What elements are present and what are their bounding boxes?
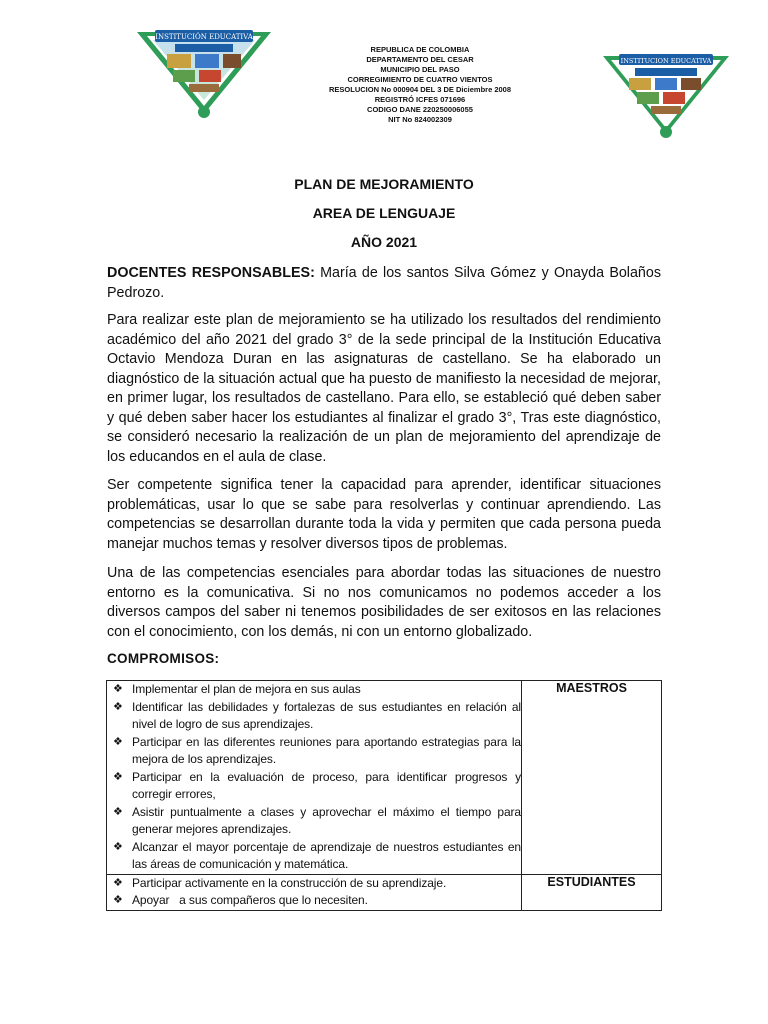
body-paragraph: Una de las competencias esenciales para abordar todas las situaciones de nuestro entorno es la comunicativa. Si no nos comunicamos no podemos acceder a los diversos campos del saber ni tenemos posibilidades de ser exitosos en las relaciones con el conocimiento, con los demás, ni con un entorno globalizado. [107, 565, 661, 640]
document-subtitle-year: AÑO 2021 [350, 234, 418, 250]
body-paragraph: Para realizar este plan de mejoramiento se ha utilizado los resultados del rendimiento académico del año 2021 del grado 3° de la sede principal de la Institución Educativa Octavio Mendoza Duran en las asignaturas de castellano. Se ha elaborado un diagnóstico de la situación actual que ha puesto de manifiesto la necesidad de mejorar, en primer lugar, los resultados de castellano. Para ello, se estableció qué deben saber y qué deben saber hacer los estudiantes al finalizar el grado 3°, Tras este diagnóstico, se consideró necesario la realización de un plan de mejoramiento del aprendizaje de los educandos en el aula de clase. [107, 312, 661, 465]
header-line: RESOLUCION No 000904 DEL 3 DE Diciembre 2008 [328, 85, 512, 94]
list-item: ❖ Asistir puntualmente a clases y aprovechar el máximo el tiempo para generar mejores aprendizajes. [113, 804, 521, 836]
list-item: ❖ Identificar las debilidades y fortalezas de sus estudiantes en relación al nivel de logro de sus aprendizajes. [113, 699, 521, 731]
list-item: ❖ Implementar el plan de mejora en sus aulas [107, 681, 521, 699]
list-item: ❖ Participar activamente en la construcción de su aprendizaje. [107, 875, 521, 893]
table-row [107, 874, 662, 910]
table-row [107, 681, 662, 875]
diamond-bullet-icon: ❖ [113, 683, 123, 695]
header-line: CODIGO DANE 220250006055 [367, 105, 473, 114]
logo-right-text: INSTITUCION EDUCATIVA [620, 57, 712, 65]
role-maestros: MAESTROS [522, 681, 662, 875]
docentes-paragraph [107, 264, 661, 303]
header-line: MUNICIPIO DEL PASO [380, 65, 460, 74]
maestros-list [107, 681, 521, 874]
header-line: CORREGIMIENTO DE CUATRO VIENTOS [347, 75, 493, 84]
header-line: DEPARTAMENTO DEL CESAR [366, 55, 474, 64]
estudiantes-items-cell [107, 874, 522, 910]
diamond-bullet-icon: ❖ [113, 770, 123, 783]
diamond-bullet-icon: ❖ [113, 700, 123, 713]
school-logo-left [133, 22, 275, 120]
institution-header [300, 45, 540, 125]
diamond-bullet-icon: ❖ [113, 805, 123, 818]
diamond-bullet-icon: ❖ [113, 840, 123, 853]
list-item: ❖ Participar en la evaluación de proceso, para identificar progresos y corregir errores, [113, 769, 521, 801]
header-line: NIT No 824002309 [388, 115, 452, 124]
list-item: ❖ Alcanzar el mayor porcentaje de aprendizaje de nuestros estudiantes en las áreas de comunicación y matemática. [113, 839, 521, 871]
compromisos-table [106, 680, 662, 911]
role-estudiantes: ESTUDIANTES [522, 874, 662, 910]
list-item: ❖ Participar en las diferentes reuniones para aportando estrategias para la mejora de los aprendizajes. [113, 734, 521, 766]
diamond-bullet-icon: ❖ [113, 876, 123, 889]
compromisos-heading: COMPROMISOS: [107, 651, 220, 666]
header-line: REPUBLICA DE COLOMBIA [370, 45, 470, 54]
school-logo-right [599, 48, 733, 140]
docentes-label: DOCENTES RESPONSABLES: [107, 265, 315, 281]
list-item: ❖ Apoyar a sus compañeros que lo necesiten. [107, 892, 521, 910]
header-line: REGISTRÓ ICFES 071696 [374, 95, 466, 104]
document-title: PLAN DE MEJORAMIENTO [294, 176, 474, 192]
body-paragraph: Ser competente significa tener la capacidad para aprender, identificar situaciones problemáticas, usar lo que se sabe para resolverlas y continuar aprendiendo. Las competencias se desarrollan durante toda la vida y permiten que cada persona pueda manejar muchos temas y resolver diversos tipos de problemas. [107, 477, 661, 552]
diamond-bullet-icon: ❖ [113, 735, 123, 748]
estudiantes-list [107, 875, 521, 910]
maestros-items-cell [107, 681, 522, 875]
logo-left-text: INSTITUCIÓN EDUCATIVA [155, 33, 253, 41]
document-subtitle-area: AREA DE LENGUAJE [312, 205, 456, 221]
docentes-names: María de los santos Silva Gómez y Onayda Bolaños Pedrozo. [107, 265, 661, 301]
diamond-bullet-icon: ❖ [113, 894, 123, 906]
